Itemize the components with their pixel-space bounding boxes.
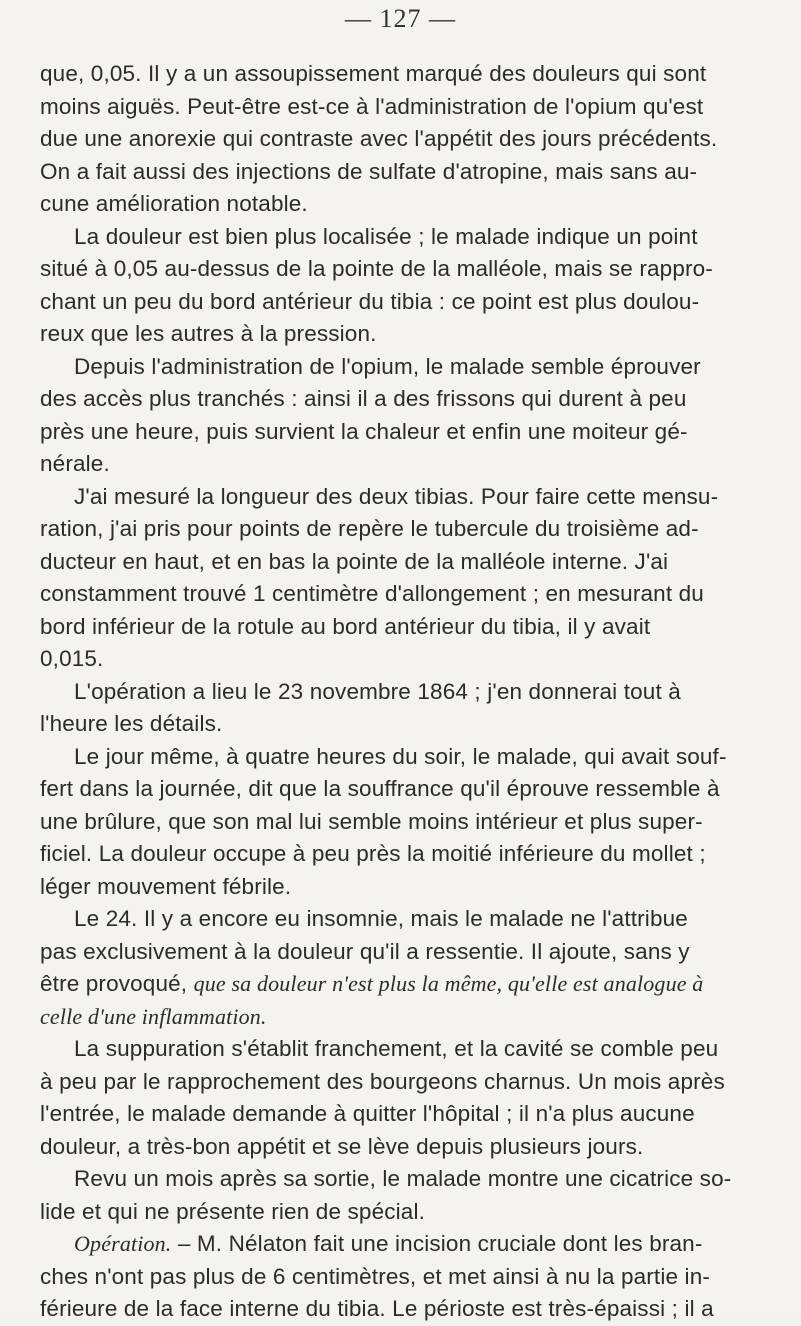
line-text: douleur, a très-bon appétit et se lève depuis plusieurs jours. — [40, 1133, 644, 1159]
line-text: moins aiguës. Peut-être est-ce à l'administration de l'opium qu'est — [40, 93, 704, 119]
body-text — [40, 58, 775, 1326]
line-text: cune amélioration notable. — [40, 191, 308, 216]
text-line — [40, 871, 775, 904]
text-line — [40, 351, 775, 384]
text-line — [40, 1293, 775, 1326]
line-text: ficiel. La douleur occupe à peu près la moitié inférieure du mollet ; — [40, 841, 706, 866]
line-text: ches n'ont pas plus de 6 centimètres, et met ainsi à nu la partie in- — [40, 1263, 711, 1289]
text-line — [40, 58, 775, 91]
line-text: être provoqué, — [40, 971, 194, 996]
text-line — [40, 1163, 775, 1196]
line-text: chant un peu du bord antérieur du tibia : ce point est plus doulou- — [40, 288, 700, 314]
line-text: due une anorexie qui contraste avec l'appétit des jours précédents. — [40, 126, 718, 151]
line-text: Revu un mois après sa sortie, le malade montre une cicatrice so- — [74, 1166, 732, 1191]
text-line — [40, 838, 775, 871]
line-text: La douleur est bien plus localisée ; le malade indique un point — [74, 223, 698, 249]
line-text: J'ai mesuré la longueur des deux tibias. Pour faire cette mensu- — [74, 483, 719, 509]
text-line — [40, 91, 775, 124]
line-text: l'entrée, le malade demande à quitter l'hôpital ; il n'a plus aucune — [40, 1101, 695, 1126]
line-italic-text: Opération. — [74, 1231, 172, 1256]
text-line — [40, 903, 775, 936]
line-text: ducteur en haut, et en bas la pointe de la malléole interne. J'ai — [40, 548, 669, 574]
line-text: que, 0,05. Il y a un assoupissement marqué des douleurs qui sont — [40, 61, 707, 86]
text-line — [40, 383, 775, 416]
line-text: Le 24. Il y a encore eu insomnie, mais le malade ne l'attribue — [74, 906, 688, 931]
text-line — [40, 741, 775, 774]
line-text: 0,015. — [40, 646, 104, 671]
line-text: ration, j'ai pris pour points de repère le tubercule du troisième ad- — [40, 516, 699, 541]
text-line — [40, 188, 775, 221]
text-line — [40, 513, 775, 546]
line-text: à peu par le rapprochement des bourgeons charnus. Un mois après — [40, 1068, 725, 1094]
line-text: Le jour même, à quatre heures du soir, le malade, qui avait souf- — [74, 743, 727, 769]
line-text: Depuis l'administration de l'opium, le malade semble éprouver — [74, 353, 701, 379]
line-text: l'heure les détails. — [40, 711, 223, 736]
text-line — [40, 1131, 775, 1164]
line-text: une brûlure, que son mal lui semble moins intérieur et plus super- — [40, 808, 703, 834]
text-line — [40, 1066, 775, 1099]
text-line — [40, 611, 775, 644]
line-text: constamment trouvé 1 centimètre d'allongement ; en mesurant du — [40, 581, 704, 606]
text-line — [40, 221, 775, 254]
line-text: bord inférieur de la rotule au bord antérieur du tibia, il y avait — [40, 613, 651, 639]
line-text: fert dans la journée, dit que la souffrance qu'il éprouve ressemble à — [40, 776, 720, 801]
text-line — [40, 1001, 775, 1034]
text-line — [40, 123, 775, 156]
text-line — [40, 643, 775, 676]
line-text: La suppuration s'établit franchement, et la cavité se comble peu — [74, 1036, 719, 1061]
text-line — [40, 546, 775, 579]
page-number: — 127 — — [345, 4, 456, 33]
text-line — [40, 578, 775, 611]
text-line — [40, 1033, 775, 1066]
text-line — [40, 936, 775, 969]
line-text: On a fait aussi des injections de sulfate d'atropine, mais sans au- — [40, 158, 698, 184]
line-text: pas exclusivement à la douleur qu'il a ressentie. Il ajoute, sans y — [40, 938, 690, 964]
text-line — [40, 1228, 775, 1261]
text-line — [40, 708, 775, 741]
line-text-continued: – M. Nélaton fait une incision cruciale dont les bran- — [171, 1231, 703, 1256]
text-line — [40, 448, 775, 481]
line-text: près une heure, puis survient la chaleur et enfin une moiteur gé- — [40, 418, 688, 444]
line-text: léger mouvement fébrile. — [40, 873, 292, 899]
line-text: nérale. — [40, 451, 110, 476]
text-line — [40, 318, 775, 351]
text-line — [40, 773, 775, 806]
text-line — [40, 968, 775, 1001]
line-text: férieure de la face interne du tibia. Le périoste est très-épaissi ; il a — [40, 1296, 714, 1321]
text-line — [40, 156, 775, 189]
line-text: des accès plus tranchés : ainsi il a des frissons qui durent à peu — [40, 386, 687, 411]
text-line — [40, 1098, 775, 1131]
line-text: situé à 0,05 au-dessus de la pointe de la malléole, mais se rappro- — [40, 256, 713, 281]
text-line — [40, 676, 775, 709]
text-line — [40, 253, 775, 286]
line-text: lide et qui ne présente rien de spécial. — [40, 1198, 425, 1224]
text-line — [40, 1196, 775, 1229]
line-italic-text: celle d'une inflammation. — [40, 1003, 267, 1029]
text-line — [40, 286, 775, 319]
text-line — [40, 416, 775, 449]
text-line — [40, 481, 775, 514]
line-text: reux que les autres à la pression. — [40, 321, 377, 346]
text-line — [40, 1261, 775, 1294]
text-line — [40, 806, 775, 839]
line-text: L'opération a lieu le 23 novembre 1864 ; j'en donnerai tout à — [74, 678, 681, 704]
line-italic-text: que sa douleur n'est plus la même, qu'elle est analogue à — [193, 971, 704, 996]
